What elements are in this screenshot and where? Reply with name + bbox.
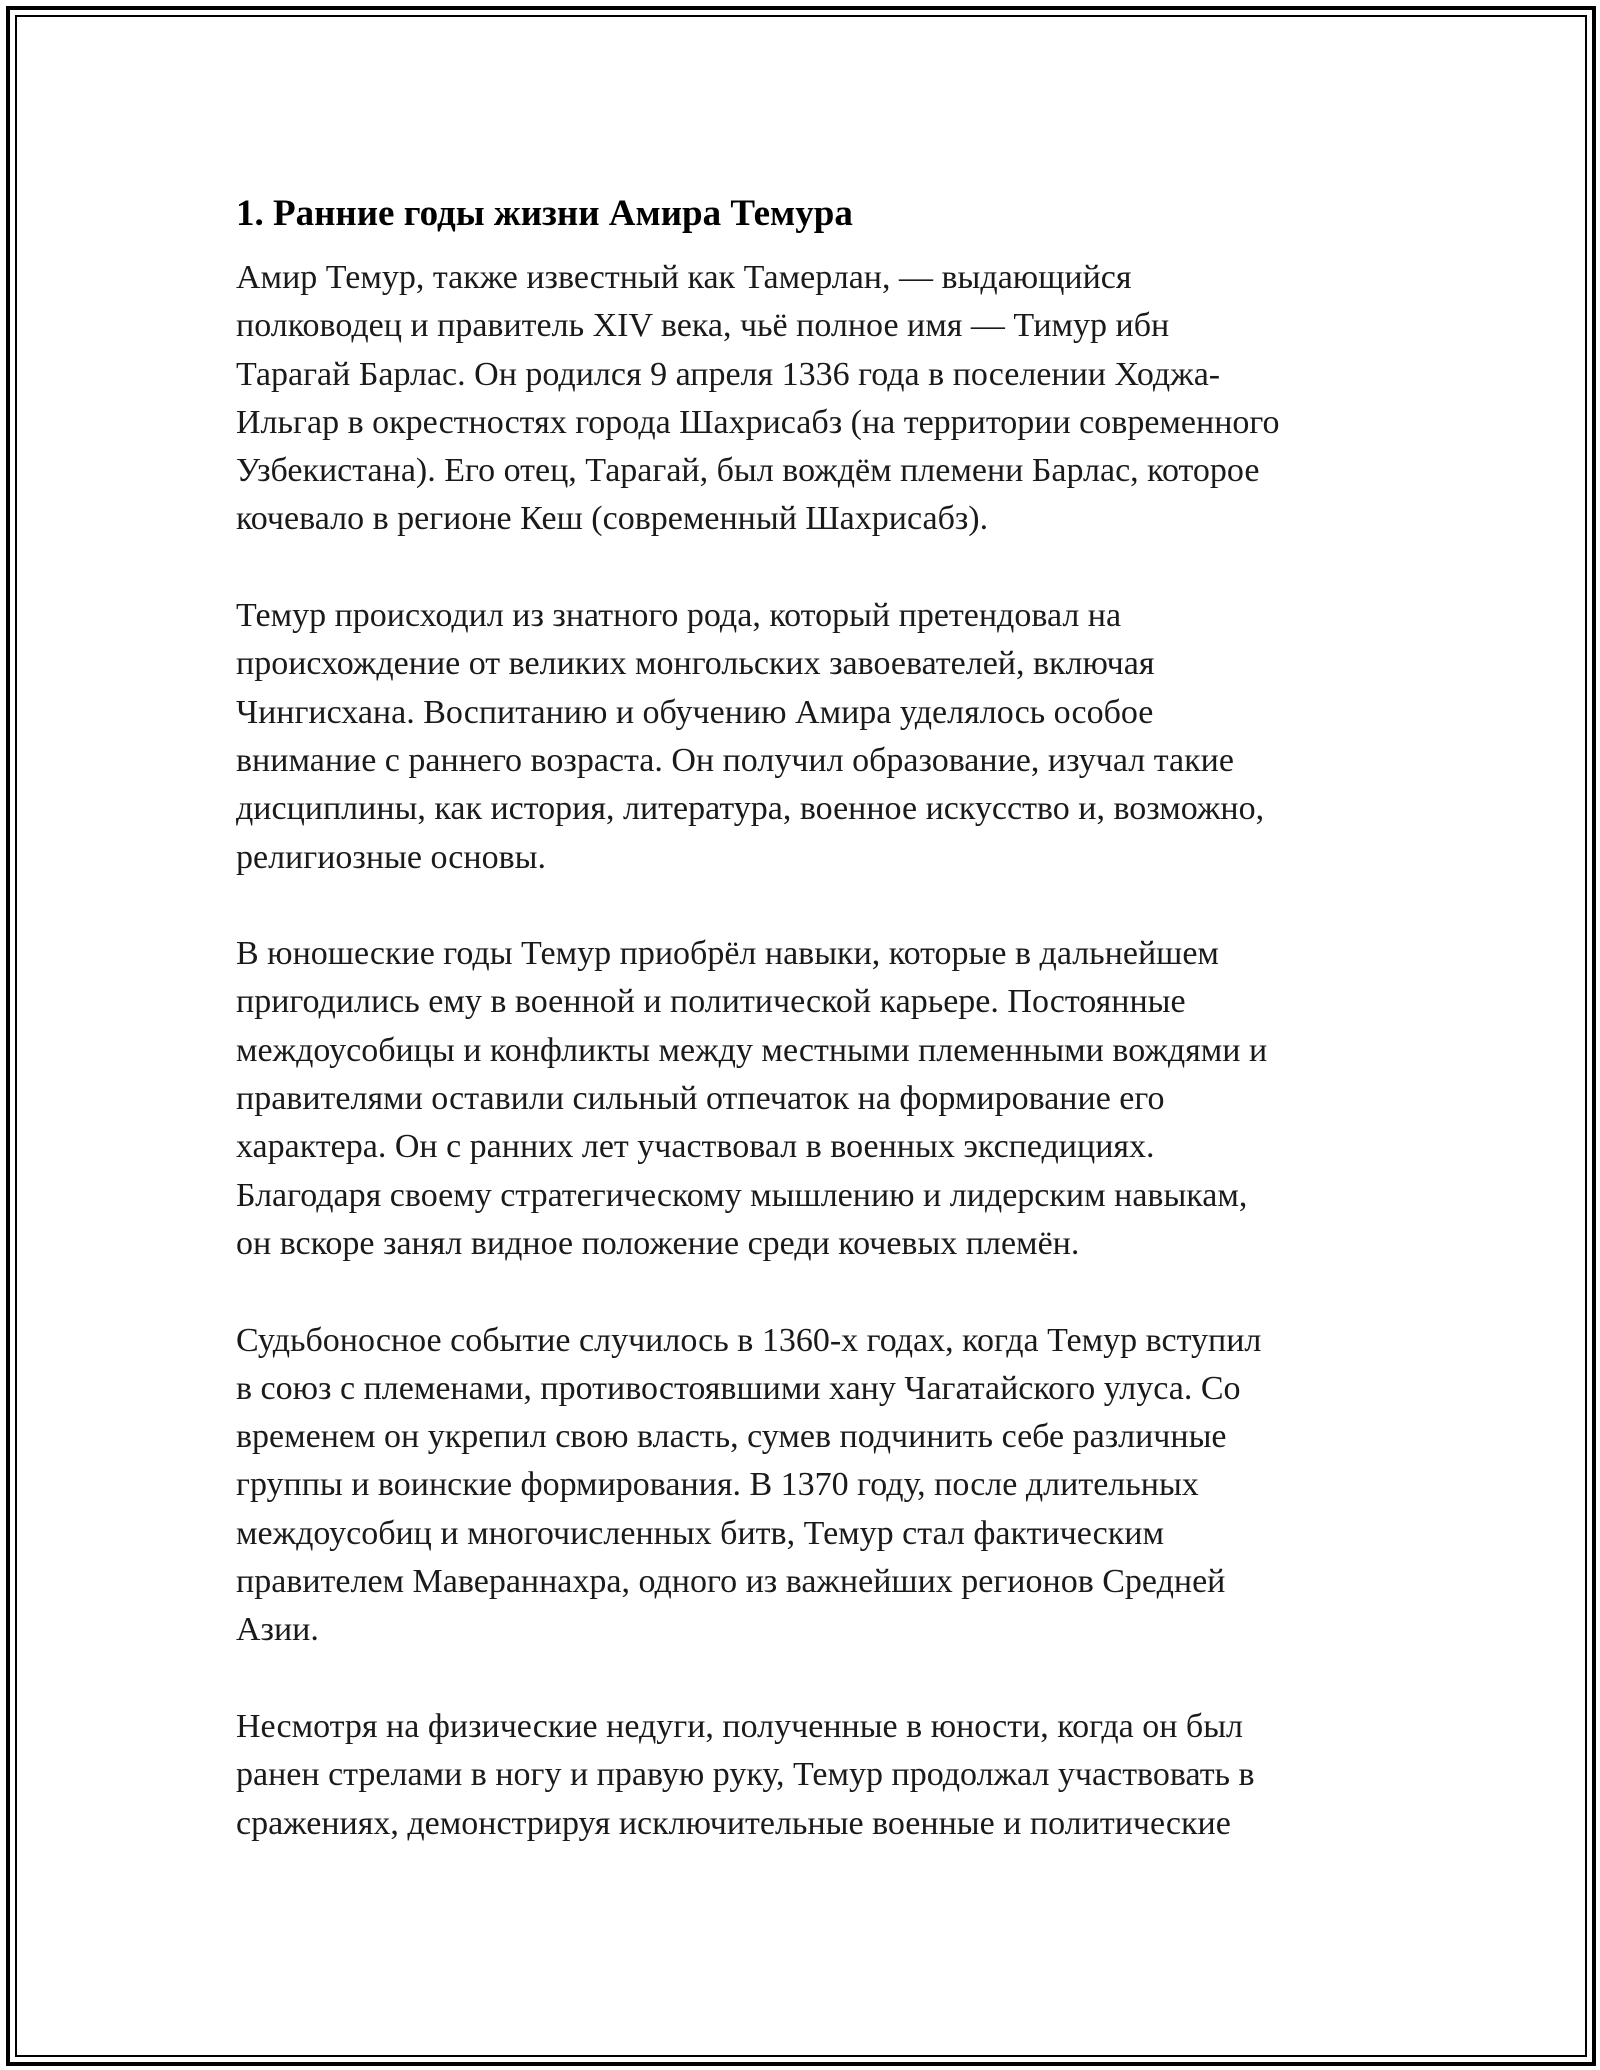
text-line: полководец и правитель XIV века, чьё полное имя — Тимур ибн [236, 307, 1170, 345]
text-line: Азии. [236, 1611, 319, 1649]
text-line: Тарагай Барлас. Он родился 9 апреля 1336 года в поселении Ходжа- [236, 355, 1221, 393]
paragraph-3 [236, 930, 1376, 1268]
text-line: В юношеские годы Темур приобрёл навыки, которые в дальнейшем [236, 935, 1219, 973]
section-heading: 1. Ранние годы жизни Амира Темура [236, 193, 853, 234]
text-line: Несмотря на физические недуги, полученные в юности, когда он был [236, 1707, 1244, 1745]
text-line: правителями оставили сильный отпечаток на формирование его [236, 1080, 1165, 1118]
text-line: сражениях, демонстрируя исключительные военные и политические [236, 1804, 1231, 1842]
text-line: пригодились ему в военной и политической карьере. Постоянные [236, 983, 1186, 1021]
text-line: междоусобицы и конфликты между местными племенными вождями и [236, 1031, 1268, 1069]
paragraph-2 [236, 592, 1376, 882]
text-line: Ильгар в окрестностях города Шахрисабз (на территории современного [236, 403, 1280, 441]
text-line: правителем Мавераннахра, одного из важнейших регионов Средней [236, 1563, 1226, 1601]
text-line: он вскоре занял видное положение среди кочевых племён. [236, 1224, 1080, 1262]
text-line: междоусобиц и многочисленных битв, Темур стал фактическим [236, 1514, 1164, 1552]
text-line: внимание с раннего возраста. Он получил образование, изучал такие [236, 741, 1234, 779]
text-line: Узбекистана). Его отец, Тарагай, был вождём племени Барлас, которое [236, 452, 1260, 490]
paragraph-1 [236, 254, 1376, 544]
text-line: временем он укрепил свою власть, сумев подчинить себе различные [236, 1418, 1227, 1456]
text-line: характера. Он с ранних лет участвовал в военных экспедициях. [236, 1128, 1155, 1166]
text-line: Судьбоносное событие случилось в 1360-х годах, когда Темур вступил [236, 1321, 1262, 1359]
text-line: происхождение от великих монгольских завоевателей, включая [236, 645, 1155, 683]
text-line: дисциплины, как история, литература, военное искусство и, возможно, [236, 790, 1265, 828]
text-line: Амир Темур, также известный как Тамерлан, — выдающийся [236, 259, 1132, 296]
text-line: Благодаря своему стратегическому мышлению и лидерским навыкам, [236, 1176, 1248, 1214]
text-line: Темур происходил из знатного рода, который претендовал на [236, 597, 1122, 635]
document-body [236, 188, 1376, 1848]
text-line: Чингисхана. Воспитанию и обучению Амира уделялось особое [236, 693, 1154, 731]
text-line: ранен стрелами в ногу и правую руку, Темур продолжал участвовать в [236, 1756, 1255, 1794]
text-line: в союз с племенами, противостоявшими хану Чагатайского улуса. Со [236, 1369, 1241, 1407]
paragraph-4 [236, 1317, 1376, 1655]
paragraph-5 [236, 1703, 1376, 1848]
text-line: религиозные основы. [236, 838, 546, 876]
text-line: группы и воинские формирования. В 1370 году, после длительных [236, 1466, 1199, 1504]
text-line: кочевало в регионе Кеш (современный Шахрисабз). [236, 500, 989, 538]
